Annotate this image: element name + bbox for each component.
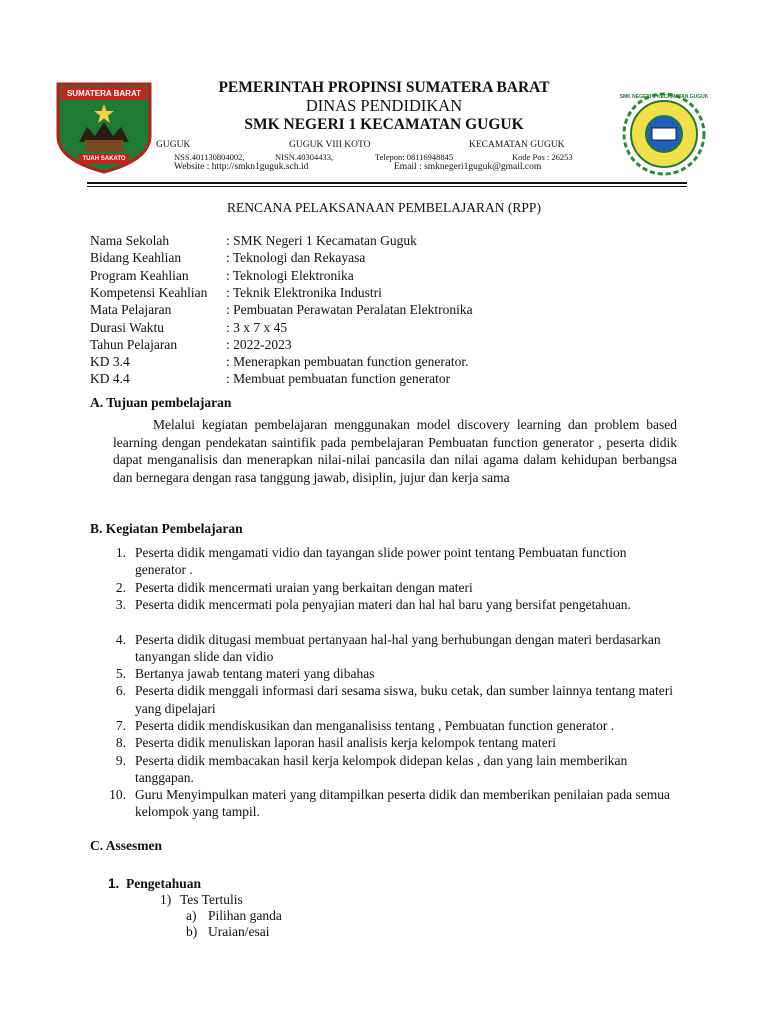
telepon: Telepon: 08116948845 — [375, 152, 454, 162]
section-c-heading: C. Assesmen — [90, 838, 163, 853]
header-government: PEMERINTAH PROPINSI SUMATERA BARAT — [218, 79, 550, 96]
test-written: Tes Tertulis — [180, 892, 243, 907]
info-row: KD 4.4 : Membuat pembuatan function generator — [90, 371, 451, 387]
identity-table — [0, 232, 768, 392]
nisn: NISN.40304433, — [275, 152, 334, 162]
email-link[interactable]: Email : smknegeri1guguk@gmail.com — [394, 162, 542, 172]
website-link[interactable]: Website : http://smkn1guguk.sch.id — [174, 162, 309, 172]
assessment-knowledge: Pengetahuan — [126, 876, 202, 891]
header-school-name: SMK NEGERI 1 KECAMATAN GUGUK — [244, 116, 524, 133]
activity-list: 1. Peserta didik mengamati vidio dan tayangan slide power point tentang Pembuatan function generator . 2. Peserta didik mencermati uraian yang berkaitan dengan materi 3. Peserta didik mencermati pola penyajian materi dan hal hal baru yang bersifat pengetahuan. 4. Peserta didik ditugasi membuat pertanyaan hal-hal yang berhubungan dengan materi berdasarkan tanyangan slide dan vidio 5. Bertanya jawab tentang materi yang dibahas 6. Peserta didik menggali informasi dari sesama siswa, buku cetak, dan sumber lainnya tentang materi yang dipelajari 7. Peserta didik mendiskusikan dan menganalisiss tentang , Pembuatan function generator . 8. Peserta didik menuliskan laporan hasil analisis kerja kelompok tentang materi 9. Peserta didik membacakan hasil kerja kelompok didepan kelas , dan yang lain memberikan tanggapan. 10. Guru Menyimpulkan materi yang ditampilkan peserta didik dan memberikan penilaian pada semua kelompok yang tampil. — [109, 545, 673, 820]
info-row: Tahun Pelajaran : 2022-2023 — [90, 336, 292, 352]
section-b-heading: B. Kegiatan Pembelajaran — [90, 521, 243, 536]
assessment-number: 1. — [108, 876, 120, 891]
school-logo-text: SMK NEGERI 1 KECAMATAN GUGUK — [619, 94, 709, 100]
address-right: KECAMATAN GUGUK — [469, 140, 565, 150]
logo-text-bottom: TUAH SAKATO — [82, 156, 126, 162]
test-number: 1) — [160, 892, 172, 907]
section-a-heading: A. Tujuan pembelajaran — [90, 395, 232, 410]
section-a-paragraph: Melalui kegiatan pembelajaran menggunakan model discovery learning dan problem based learning dengan pendekatan saintifik pada pembelajaran Pembuatan function generator , peserta didik dapat menganalisis dan menerapkan nilai-nilai pancasila dan nilai agama dalam kehidupan berbangsa dan bernegara dengan rasa tanggung jawab, disiplin, jujur dan kerja sama — [113, 417, 677, 485]
address-left: GUGUK — [156, 140, 191, 150]
info-row: Durasi Waktu : 3 x 7 x 45 — [90, 319, 288, 335]
option-essay: Uraian/esai — [208, 924, 270, 939]
info-row: Nama Sekolah : SMK Negeri 1 Kecamatan Guguk — [90, 233, 417, 248]
document-title: RENCANA PELAKSANAAN PEMBELAJARAN (RPP) — [227, 200, 541, 215]
option-a-marker: a) — [186, 908, 197, 923]
info-row: Mata Pelajaran : Pembuatan Perawatan Peralatan Elektronika — [90, 302, 473, 318]
info-row: Kompetensi Keahlian : Teknik Elektronika Industri — [90, 284, 382, 300]
info-row: Program Keahlian : Teknologi Elektronika — [90, 267, 354, 283]
header-divider — [87, 182, 687, 184]
header-department: DINAS PENDIDIKAN — [305, 96, 463, 115]
option-multiple-choice: Pilihan ganda — [208, 908, 282, 923]
header-divider-thin — [87, 186, 687, 187]
nss: NSS.401130804002, — [174, 152, 245, 162]
info-row: Bidang Keahlian : Teknologi dan Rekayasa — [90, 250, 366, 266]
option-b-marker: b) — [186, 924, 198, 939]
logo-text-top: SUMATERA BARAT — [66, 89, 142, 98]
kode-pos: Kode Pos : 26253 — [512, 152, 573, 162]
info-row: KD 3.4 : Menerapkan pembuatan function generator. — [90, 354, 469, 370]
address-mid: GUGUK VIII KOTO — [289, 140, 371, 150]
